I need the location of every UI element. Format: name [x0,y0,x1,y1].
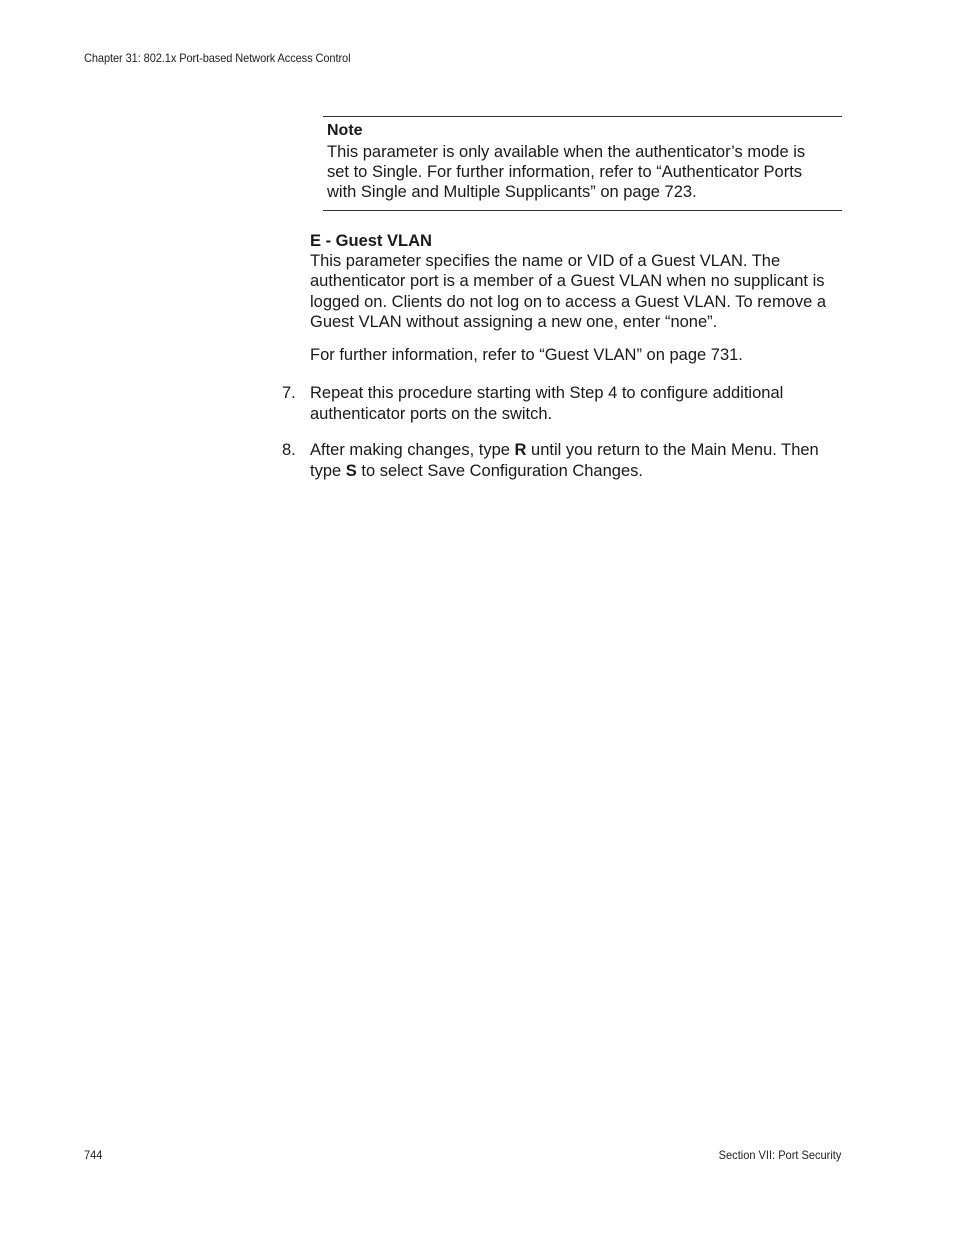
step-line: authenticator ports on the switch. [310,404,553,423]
note-body [327,142,842,202]
note-line: This parameter is only available when the authenticator’s mode is [327,143,806,161]
step-number: 8. [282,441,296,459]
text-run: type [310,461,346,480]
running-header: Chapter 31: 802.1x Port-based Network Access Control [84,51,351,65]
text-run: until you return to the Main Menu. Then [526,441,819,459]
page-number: 744 [84,1148,103,1162]
section-heading: E - Guest VLAN [310,232,432,250]
text-run: to select Save Configuration Changes. [356,461,643,480]
note-line: set to Single. For further information, refer to “Authenticator Ports [327,163,803,181]
text-run: After making changes, type [310,441,515,459]
step-text [310,440,850,481]
running-footer: Section VII: Port Security [718,1148,841,1162]
guest-vlan-section [310,231,850,333]
section-paragraph [310,251,850,333]
key-s: S [345,461,357,480]
step-line: Repeat this procedure starting with Step 4 to configure additional [310,384,784,402]
key-r: R [514,441,527,459]
step-number: 7. [282,384,296,402]
step-text [310,383,850,424]
step-line [310,440,850,461]
further-info-paragraph: For further information, refer to “Guest VLAN” on page 731. [310,346,743,364]
note-line: with Single and Multiple Supplicants” on page 723. [327,183,697,201]
paragraph-line: authenticator port is a member of a Guest VLAN when no supplicant is [310,272,825,291]
note-title: Note [327,122,363,139]
step-line [310,461,850,482]
paragraph-line: This parameter specifies the name or VID of a Guest VLAN. The [310,252,781,270]
paragraph-line: Guest VLAN without assigning a new one, enter “none”. [310,313,718,332]
note-box [323,116,842,211]
paragraph-line: logged on. Clients do not log on to access a Guest VLAN. To remove a [310,292,827,311]
